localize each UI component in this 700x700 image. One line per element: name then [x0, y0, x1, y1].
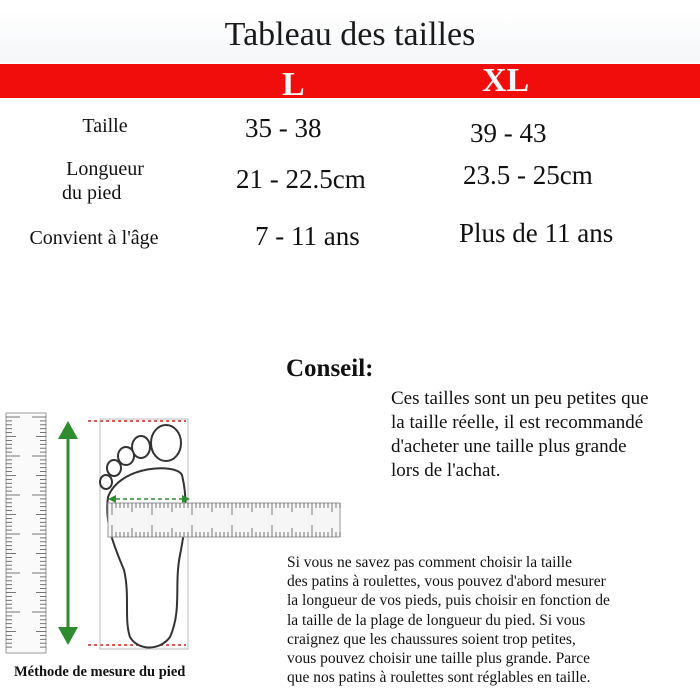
page-title: Tableau des tailles [0, 12, 700, 62]
how-to-line: la longueur de vos pieds, puis choisir en fonction de [287, 592, 610, 610]
cell-longueur-xl: 23.5 - 25cm [463, 160, 593, 190]
conseil-text [391, 387, 696, 483]
conseil-line: lors de l'achat. [391, 460, 501, 481]
conseil-title: Conseil: [286, 355, 374, 382]
how-to-line: craignez que les chaussures soient trop petites, [287, 630, 576, 648]
column-header-xl: XL [482, 62, 530, 99]
how-to-line: vous pouvez choisir une taille plus grande. Parce [287, 650, 591, 668]
cell-longueur-l: 21 - 22.5cm [236, 164, 366, 194]
conseil-line: la taille réelle, il est recommandé [391, 412, 644, 433]
row-label-longueur-line1: Longueur [66, 158, 144, 180]
cell-age-xl: Plus de 11 ans [459, 218, 614, 248]
foot-measurement-illustration [0, 405, 345, 660]
row-label-taille: Taille [82, 115, 128, 137]
row-label-longueur-line2: du pied [62, 182, 122, 204]
cell-age-l: 7 - 11 ans [255, 221, 360, 251]
how-to-line: des patins à roulettes, vous pouvez d'abord mesurer [287, 573, 606, 591]
how-to-paragraph [287, 553, 697, 687]
how-to-line: la taille de la plage de longueur du pied. Si vous [287, 611, 586, 629]
cell-taille-xl: 39 - 43 [470, 118, 547, 148]
how-to-line: que nos patins à roulettes sont réglables en taille. [287, 669, 591, 687]
measure-arrow-icon [58, 421, 78, 645]
illustration-caption: Méthode de mesure du pied [14, 664, 186, 680]
how-to-line: Si vous ne savez pas comment choisir la taille [287, 554, 572, 571]
cell-taille-l: 35 - 38 [245, 113, 322, 143]
horizontal-ruler-icon [108, 503, 340, 537]
row-label-age: Convient à l'âge [29, 227, 159, 249]
row-label-longueur [50, 157, 160, 205]
size-header-bar [0, 64, 700, 98]
conseil-line: Ces tailles sont un peu petites que [391, 388, 649, 409]
conseil-line: d'acheter une taille plus grande [391, 436, 627, 457]
column-header-l: L [282, 66, 305, 103]
ruler-icon [6, 413, 46, 653]
